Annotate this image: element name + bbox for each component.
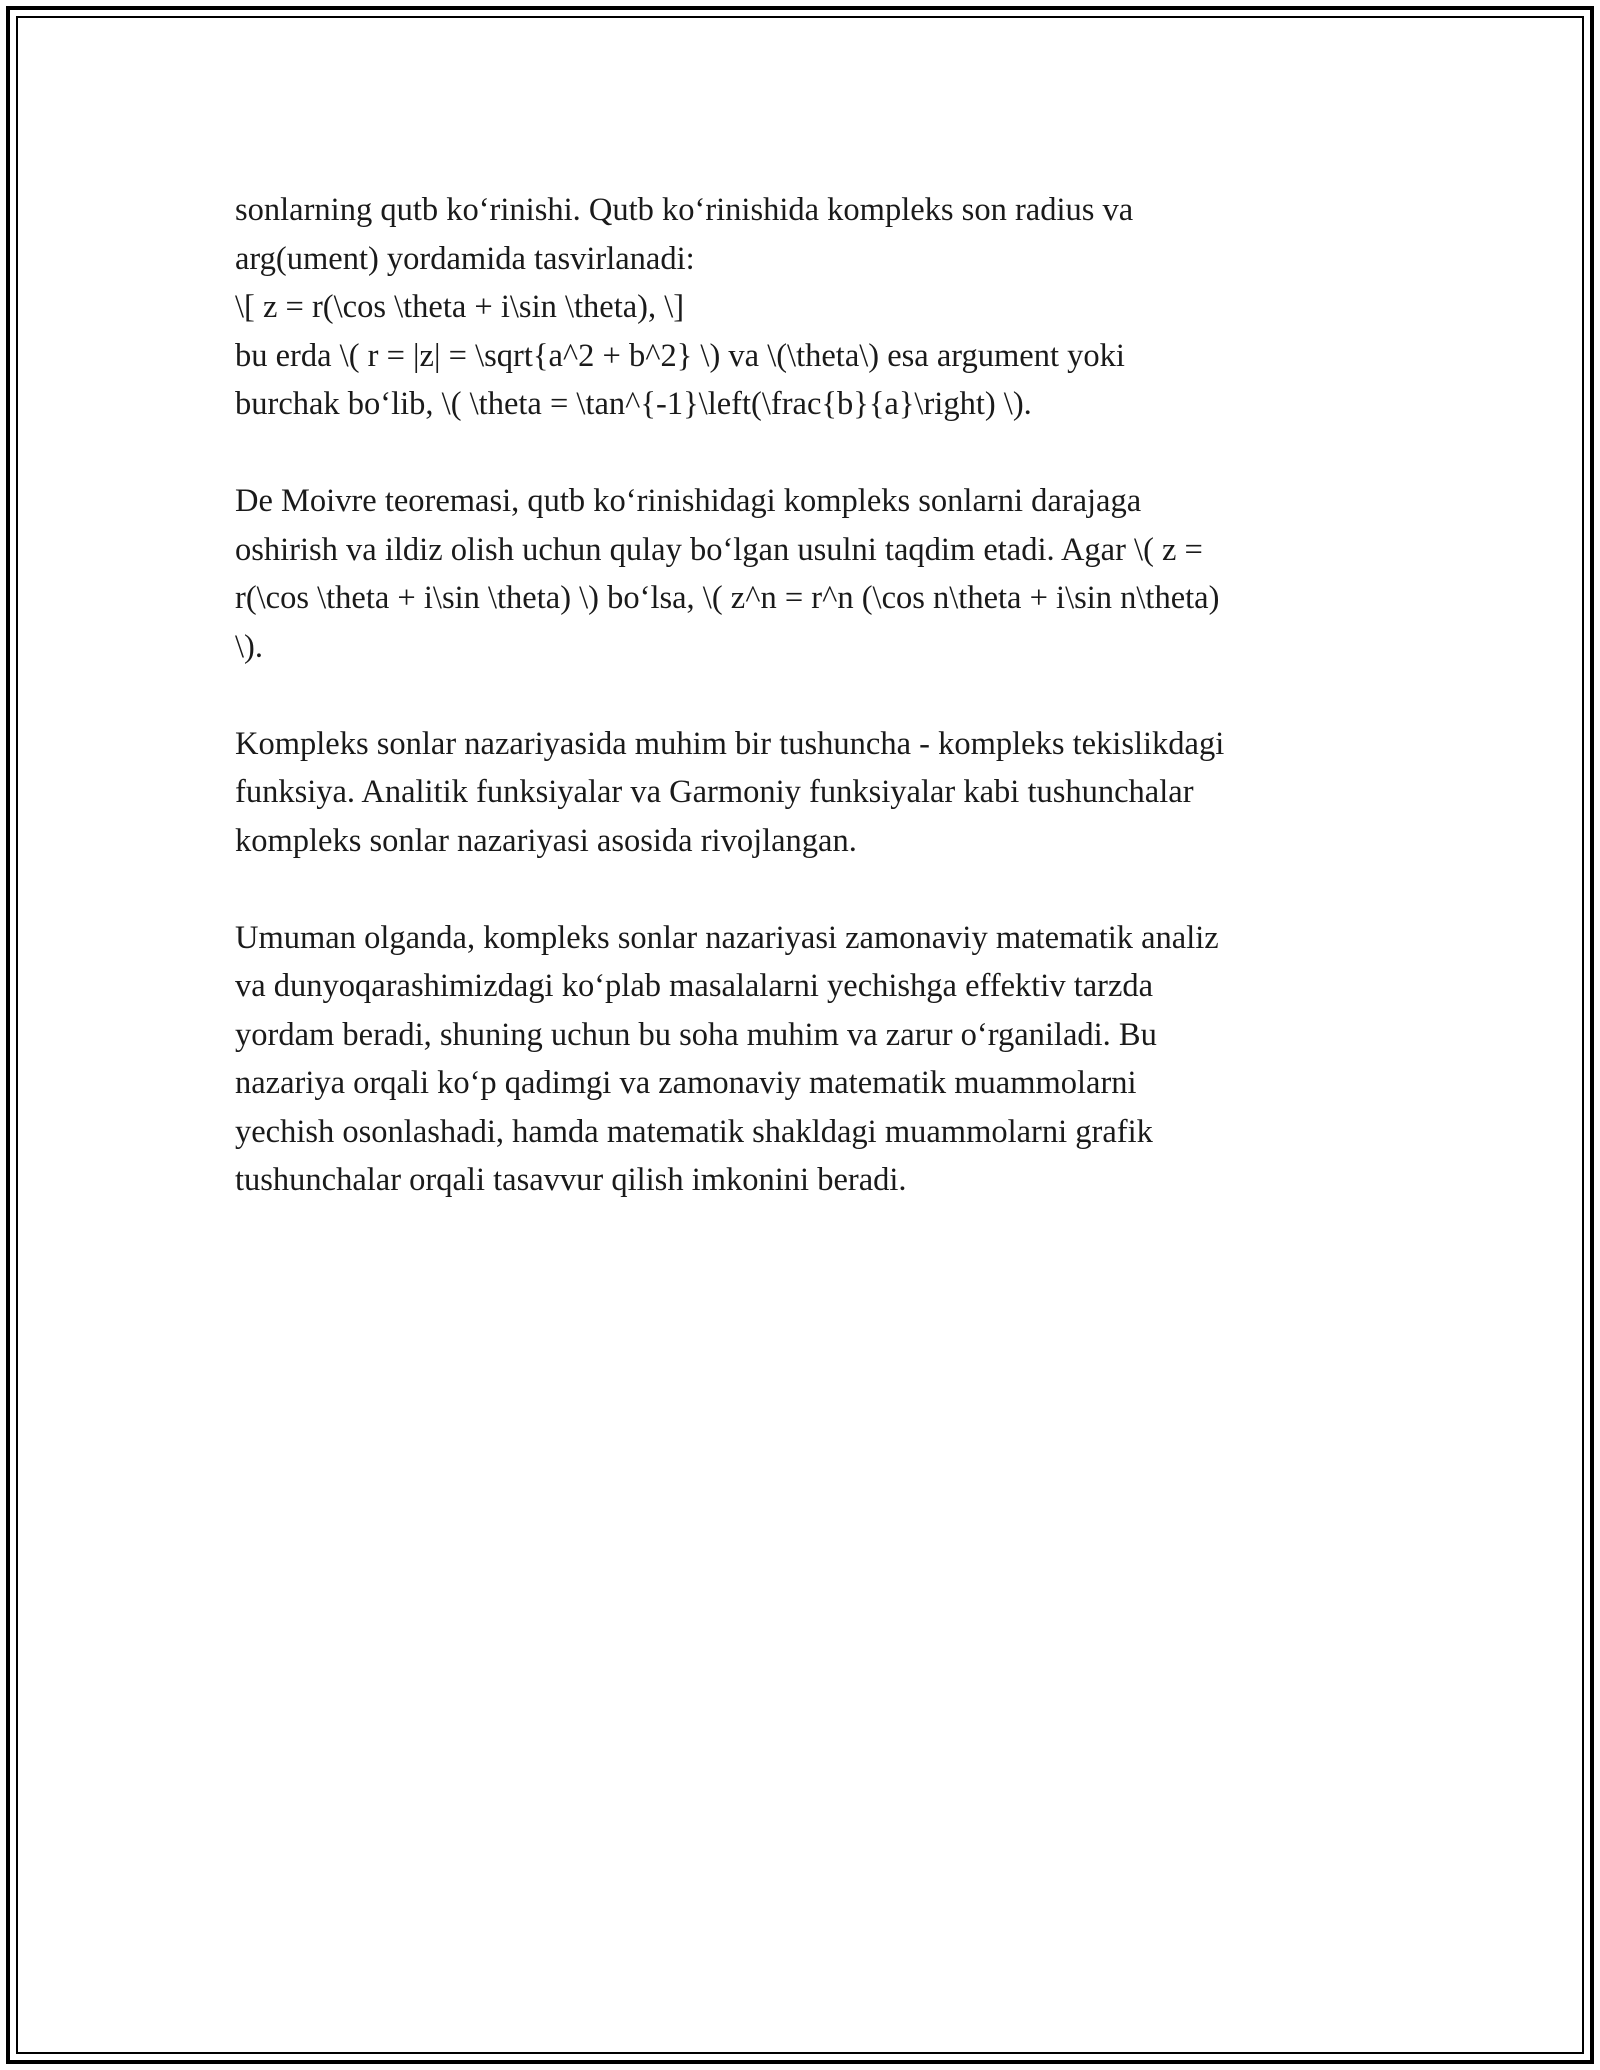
text-line: bu erda \( r = |z| = \sqrt{a^2 + b^2} \) va \(\theta\) esa argument yoki	[235, 337, 1125, 374]
text-line: oshirish va ildiz olish uchun qulay boʻlgan usulni taqdim etadi. Agar \( z =	[235, 531, 1203, 568]
text-line: funksiya. Analitik funksiyalar va Garmoniy funksiyalar kabi tushunchalar	[235, 774, 1194, 810]
document-body	[235, 186, 1365, 1253]
text-line: nazariya orqali koʻp qadimgi va zamonaviy matematik muammolarni	[235, 1065, 1137, 1101]
text-line: yechish osonlashadi, hamda matematik shakldagi muammolarni grafik	[235, 1113, 1153, 1150]
text-line: Kompleks sonlar nazariyasida muhim bir tushuncha - kompleks tekislikdagi	[235, 725, 1225, 762]
text-line: De Moivre teoremasi, qutb koʻrinishidagi kompleks sonlarni darajaga	[235, 483, 1142, 519]
paragraph-de-moivre	[235, 477, 1365, 671]
text-line: Umuman olganda, kompleks sonlar nazariyasi zamonaviy matematik analiz	[235, 919, 1219, 956]
text-line: arg(ument) yordamida tasvirlanadi:	[235, 240, 695, 277]
text-line: kompleks sonlar nazariyasi asosida rivojlangan.	[235, 822, 857, 859]
text-line: yordam beradi, shuning uchun bu soha muhim va zarur oʻrganiladi. Bu	[235, 1016, 1157, 1053]
paragraph-polar-form	[235, 186, 1365, 429]
text-line: sonlarning qutb koʻrinishi. Qutb koʻrinishida kompleks son radius va	[235, 192, 1134, 228]
paragraph-complex-functions	[235, 720, 1365, 866]
text-line: tushunchalar orqali tasavvur qilish imkonini beradi.	[235, 1162, 907, 1198]
text-line: r(\cos \theta + i\sin \theta) \) boʻlsa, \( z^n = r^n (\cos n\theta + i\sin n\theta)	[235, 580, 1220, 616]
paragraph-conclusion	[235, 914, 1365, 1205]
formula-line: \[ z = r(\cos \theta + i\sin \theta), \]	[235, 289, 685, 325]
text-line: burchak boʻlib, \( \theta = \tan^{-1}\left(\frac{b}{a}\right) \).	[235, 386, 1032, 422]
text-line: \).	[235, 628, 263, 665]
text-line: va dunyoqarashimizdagi koʻplab masalalarni yechishga effektiv tarzda	[235, 968, 1154, 1004]
